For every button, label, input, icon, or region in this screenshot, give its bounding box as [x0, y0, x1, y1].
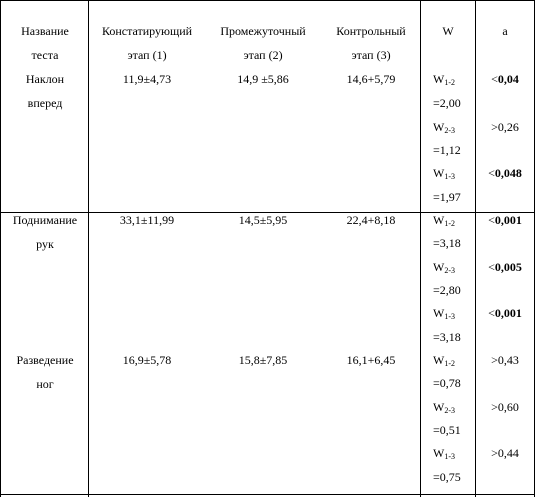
stage-1-value: 33,1±11,99: [119, 213, 175, 227]
a-value: <0,005: [488, 260, 522, 274]
a-value: <0,001: [488, 213, 522, 227]
stage-2-value: 14,9 ±5,86: [237, 72, 289, 86]
row-name-2: рук: [36, 237, 54, 251]
row-name-2: вперед: [27, 96, 63, 110]
header-test-name-2: теста: [31, 48, 59, 62]
a-value: >0,44: [491, 446, 519, 460]
table-border: [0, 494, 535, 495]
w-statistic: $W_{1-2}$: [433, 213, 455, 228]
header-a: a: [502, 24, 508, 38]
header-stage-1-sub: этап (1): [127, 48, 167, 62]
stage-2-value: 14,5±5,95: [238, 213, 288, 227]
header-w: W: [442, 24, 454, 38]
a-value: >0,26: [491, 120, 519, 134]
w-statistic: $W_{1-3}$: [433, 166, 455, 181]
w-value: =3,18: [433, 236, 461, 250]
w-statistic: $W_{1-2}$: [433, 72, 455, 87]
stage-2-value: 15,8±7,85: [238, 353, 288, 367]
w-statistic: $W_{1-2}$: [433, 353, 455, 368]
a-value: <0,04: [491, 72, 519, 86]
w-statistic: $W_{2-3}$: [433, 260, 455, 275]
a-value: >0,60: [491, 400, 519, 414]
table-border: [0, 0, 535, 1]
w-value: =1,97: [433, 190, 461, 204]
table-border: [0, 0, 1, 213]
a-value: >0,43: [491, 353, 519, 367]
header-test-name: Название: [21, 24, 69, 38]
header-stage-2: Промежуточный: [220, 24, 306, 38]
w-statistic: $W_{1-3}$: [433, 306, 455, 321]
stage-1-value: 11,9±4,73: [122, 72, 172, 86]
header-stage-2-sub: этап (2): [243, 48, 283, 62]
header-stage-3-sub: этап (3): [351, 48, 391, 62]
stage-3-value: 16,1+6,45: [346, 353, 396, 367]
row-name: Поднимание: [12, 213, 78, 227]
stage-3-value: 22,4+8,18: [346, 213, 396, 227]
w-value: =2,00: [433, 96, 461, 110]
header-stage-1: Констатирующий: [101, 24, 193, 38]
stage-3-value: 14,6+5,79: [346, 72, 396, 86]
w-value: =1,12: [433, 143, 461, 157]
table-divider: [88, 0, 89, 497]
w-value: =3,18: [433, 330, 461, 344]
header-stage-3: Контрольный: [336, 24, 406, 38]
row-name-2: ног: [36, 377, 54, 391]
w-statistic: $W_{2-3}$: [433, 400, 455, 415]
a-value: <0,001: [488, 306, 522, 320]
w-value: =0,75: [433, 470, 461, 484]
w-value: =2,80: [433, 283, 461, 297]
table-border: [534, 0, 535, 497]
w-value: =0,78: [433, 376, 461, 390]
row-name: Наклон: [25, 72, 65, 86]
table-border: [0, 213, 1, 497]
w-statistic: $W_{2-3}$: [433, 120, 455, 135]
w-value: =0,51: [433, 423, 461, 437]
w-statistic: $W_{1-3}$: [433, 446, 455, 461]
stage-1-value: 16,9±5,78: [122, 353, 172, 367]
a-value: <0,048: [488, 166, 522, 180]
row-name: Разведение: [16, 353, 74, 367]
